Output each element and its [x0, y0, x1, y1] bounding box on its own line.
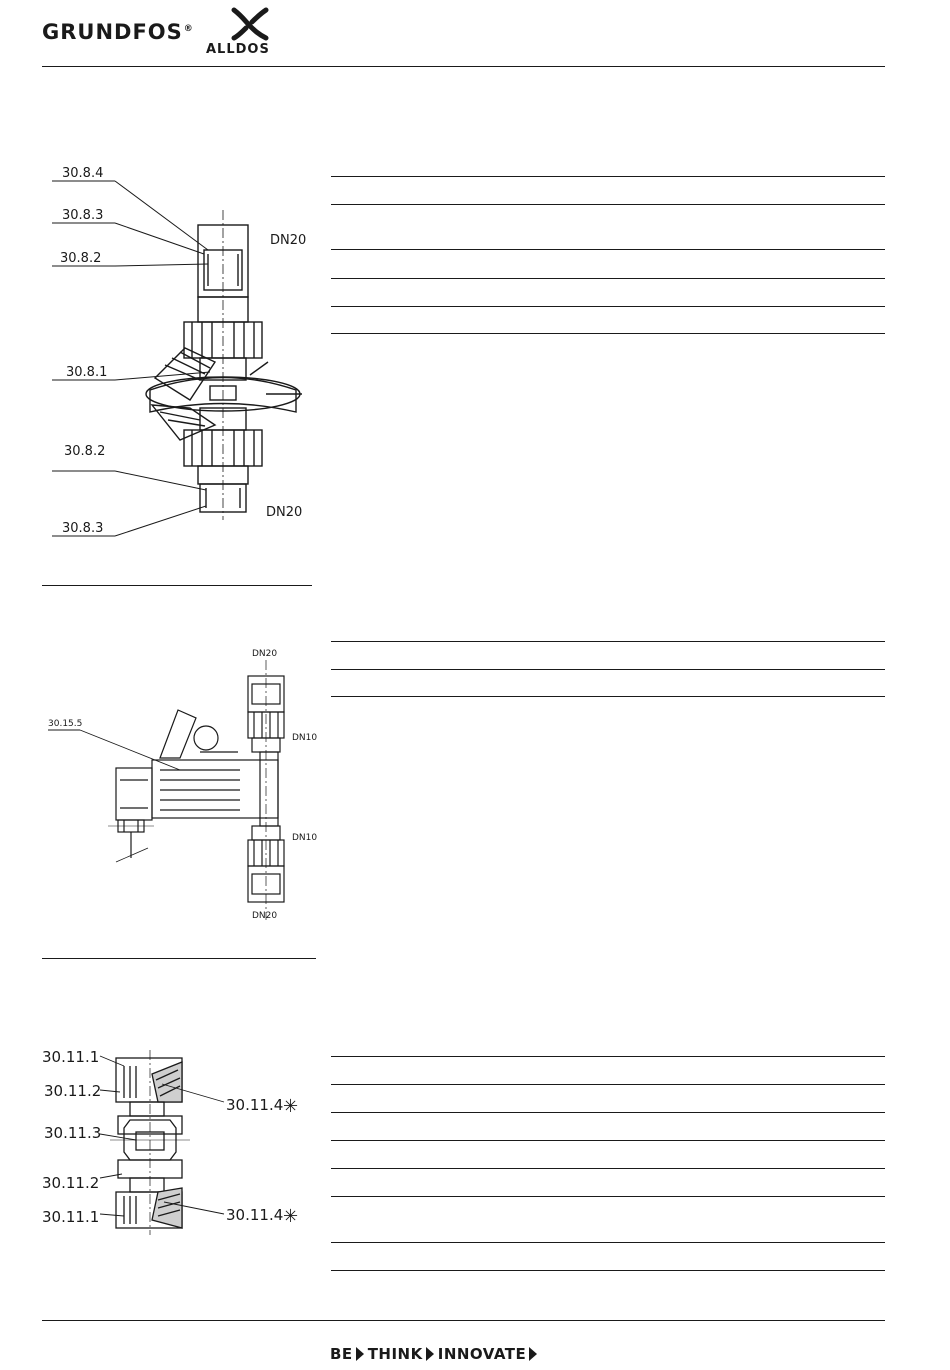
- dn-label: DN20: [252, 911, 278, 921]
- dn-label: DN20: [252, 649, 278, 659]
- table-rule: [331, 1112, 885, 1113]
- table-rule: [331, 1168, 885, 1169]
- figure-valve-assembly: [40, 150, 330, 550]
- brand-name: GRUNDFOS: [42, 20, 183, 44]
- slogan: [330, 1345, 541, 1363]
- figure-separator-2: [42, 958, 316, 959]
- slogan-word: INNOVATE: [437, 1345, 527, 1363]
- chevron-right-icon: [356, 1347, 364, 1361]
- dn-label: DN10: [292, 833, 318, 843]
- figure-separator-1: [42, 585, 312, 586]
- grundfos-logo: [42, 20, 194, 44]
- part-label: 30.8.3: [62, 208, 104, 223]
- part-label: 30.8.4: [62, 166, 104, 181]
- slogan-word: THINK: [367, 1345, 423, 1363]
- part-label: 30.8.2: [64, 444, 106, 459]
- table-rule: [331, 1140, 885, 1141]
- dn-label-top: DN20: [270, 233, 307, 248]
- part-label: 30.11.4: [226, 1096, 284, 1114]
- header-rule: [312, 66, 885, 67]
- part-label: 30.8.3: [62, 521, 104, 536]
- part-label: 30.11.3: [44, 1124, 102, 1142]
- table-rule: [331, 1084, 885, 1085]
- table-rule: [331, 306, 885, 307]
- figure-pump-head: [40, 640, 330, 940]
- part-label: 30.11.2: [44, 1082, 102, 1100]
- part-label: 30.11.4: [226, 1206, 284, 1224]
- table-rule: [331, 669, 885, 670]
- part-label: 30.11.1: [42, 1208, 100, 1226]
- table-rule: [331, 249, 885, 250]
- sub-brand: ALLDOS: [206, 42, 270, 57]
- table-rule: [331, 1196, 885, 1197]
- table-rule: [331, 333, 885, 334]
- footer-rule: [42, 1320, 885, 1321]
- chevron-right-icon: [426, 1347, 434, 1361]
- table-rule: [331, 1270, 885, 1271]
- table-rule: [331, 696, 885, 697]
- table-rule: [331, 1242, 885, 1243]
- registered-mark: ®: [183, 24, 194, 34]
- part-label: 30.11.1: [42, 1048, 100, 1066]
- header-rule-left: [42, 66, 312, 67]
- wear-part-marker: ✳: [283, 1206, 299, 1227]
- table-rule: [331, 641, 885, 642]
- part-label: 30.8.1: [66, 365, 108, 380]
- slogan-word: BE: [330, 1345, 353, 1363]
- part-label: 30.15.5: [48, 719, 83, 729]
- dn-label: DN10: [292, 733, 318, 743]
- chevron-right-icon: [529, 1347, 537, 1361]
- figure-valve-section: [40, 1040, 330, 1240]
- dn-label-bottom: DN20: [266, 505, 303, 520]
- wear-part-marker: ✳: [283, 1096, 299, 1117]
- table-rule: [331, 204, 885, 205]
- part-label: 30.11.2: [42, 1174, 100, 1192]
- grundfos-x-icon: [230, 6, 270, 40]
- table-rule: [331, 1056, 885, 1057]
- table-rule: [331, 176, 885, 177]
- part-label: 30.8.2: [60, 251, 102, 266]
- table-rule: [331, 278, 885, 279]
